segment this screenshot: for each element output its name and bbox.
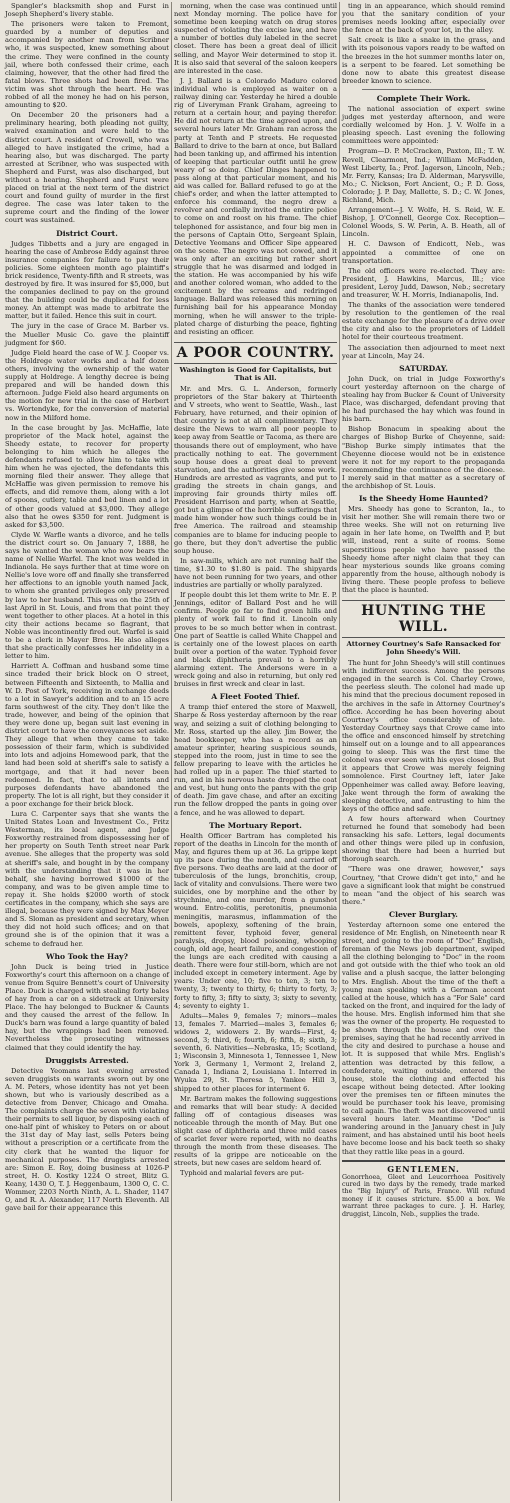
paragraph: A tramp thief entered the store of Maxwell, Sharpe & Ross yesterday afternoon by the rear way, and seizing a suit of clothing belonging to Mr. Ross, started up the alley. Jim Bower, the head bookkeeper, who has a record as an amateur sprinter, hearing suspicious sounds, stepped into the room, just in time to see the fellow preparing to leave with the articles he had rolled up in a paper. The thief started to run, and in his nervous haste dropped the coat and vest, but hung onto the pants with the grip of death. Jim gave chase, and after an exciting run the fellow dropped the pants in going over a fence, and he was allowed to depart. <box>174 703 337 817</box>
paragraph: morning, when the case was continued until next Monday morning. The police have for sometime been keeping watch on drug stores suspected of violating the excise law, and have a number of bottles duly labeled in the secret closet. There has been a great deal of illicit selling, and Mayor Weir determined to stop it. It is also said that several of the saloon keepers are interested in the case. <box>174 2 337 75</box>
paragraph: Yesterday afternoon some one entered the residence of Mr. English, on Nineteenth near R street, and going to the room of "Doc" English, foreman of the News job department, swiped all the clothing belonging to "Doc" in the room and got outside with the thief who took an old valise and a plush sacque, the latter belonging to Mrs. English. About the time of the theft a young man speaking with a German accent called at the house, which has a "For Sale" card tacked on the front, and inquired for the lady of the house. Mrs. English informed him that she was the owner of the property. He requested to be shown through the house and over the premises, saying that he had recently arrived in the city and desired to purchase a house and lot. It is supposed that while Mrs. English's attention was detracted by this fellow, a confederate, waiting outside, entered the house, stole the clothing and effected his escape without being detected. After looking over the premises ten or fifteen minutes the would be purchaser took his leave, promising to call again. The theft was not discovered until several hours later. Meantime "Doc" is wandering around in the January chest in July raiment, and has abstained until his boot heels have become loose and his back teeth so shaky that they rattle like peas in a gourd. <box>342 920 505 1156</box>
paragraph: In saw-mills, which are not running half the time, $1.30 to $1.80 is paid. The shipyards have not been running for two years, and other industries are partially or wholly paralyzed. <box>174 556 337 590</box>
paragraph: Program—D. P. McCracken, Paxton, Ill.; T. W. Revell, Clearmont, Ind.; William McFadden, West Liberty, Ia.; Prof. Jagerson, Lincoln, Neb.; Mr. Ferry, Kansas; Ira D. Alderman, Marysville, Mo.; C. Nickson, Fort Ancient, O.; P. D. Goss, Colorado; J. P. Day, Mallette, S. D.; C. W. Jones, Richland, Mich. <box>342 147 505 204</box>
paragraph: John Duck is being tried in Justice Foxworthy's court this afternoon on a change of venue from Squire Bennett's court of University Place. Duck is charged with stealing forty bales of hay from a car on a sidetrack at University Place. The hay belonged to Buckner & Caunts and they caused the arrest of the fellow. In Duck's barn was found a large quantity of baled hay, but the wrappings had been removed. Nevertheless the prosecuting witnesses claimed that they could identify the hay. <box>5 962 169 1052</box>
subheadline: Attorney Courtney's Safe Ransacked for John Sheedy's Will. <box>346 640 501 657</box>
paragraph: The thanks of the association were tendered by resolution to the gentlemen of the real estate exchange for the pleasure of a drive over the city and also to the proprietors of Liddell hotel for their courteous treatment. <box>342 301 505 342</box>
paragraph: ting in an appearance, which should remind you that the sanitary condition of your premises needs looking after, especially over the fence at the back of your lot, in the alley. <box>342 2 505 35</box>
paragraph: Adults—Males 9, females 7; minors—males 13, females 7. Married—males 3, females 6; widows 2, widowers 2. By wards—First, 4; second, 3; third, 6; fourth, 6; fifth, 8; sixth, 3; seventh, 6. Nativities—Nebraska, 15; Scotland, 1; Wisconsin 3, Minnesota 1, Tennessee 1, New York 3, Germany 1, Vermont 2, Ireland 2, Canada 1, Indiana 2, Louisiana 1. Interred in Wyuka 29, St. Theresa 5, Yankee Hill 3, shipped to other places for interment 6. <box>174 1011 337 1093</box>
paragraph: On December 20 the prisoners had a preliminary hearing, both pleading not guilty, waived examination and were held to the district court. A resident of Crowell, who was alleged to have instigated the crime, had a hearing also, but was discharged. The party arrested at Scribner, who was suspected with Shepherd and Furst, was also discharged, but without a hearing. Shepherd and Furst were placed on trial at the next term of the district court and found guilty of murder in the first degree. The case was later taken to the supreme court and the finding of the lower court was sustained. <box>5 111 169 225</box>
paragraph: The prisoners were taken to Fremont, guarded by a number of deputies and accompanied by another man from Scribner who, it was suspected, knew something about the crime. They were confined in the county jail, where both confessed their crime, each claiming, however, that the other had fired the fatal blows. Three shots had been fired. The victim was shot through the heart. He was robbed of all the money he had on his person, amounting to $20. <box>5 20 169 110</box>
paragraph: Detective Yeomans last evening arrested seven druggists on warrants sworn out by one A. M. Peters, whose identity has not yet been shown, but who is variously described as a detective from Denver, Chicago and Omaha. The complaints charge the seven with violating their permits to sell liquor, by disposing each of one-half pint of whiskey to Peters on or about the 31st day of May last, sells Peters being without a prescription or a certificate from the city clerk that he wanted the liquor for mechanical purposes. The druggists arrested are: Simon E. Roy, doing business at 1026-P street, H. O. Kostky 1224 O street, Blitz G. Keany, 1430 O, T. J. Heggenbaum, 1300 O, C. C. Wommer, 2203 North Ninth, A. L. Shader, 1147 O, and R. A. Alexander, 117 North Eleventh. All gave bail for their appearance this <box>5 1066 169 1213</box>
paragraph: "There was one drawer, however," says Courtney, "that Crowe didn't get into," and he gave a significant look that might be construed to mean "and the object of his search was there." <box>342 865 505 906</box>
paragraph: Bishop Bonacum in speaking about the charges of Bishop Burke of Cheyenne, said: "Bishop Burke simply intimates that the Cheyenne diocese would not be in existence were it not for my report to the propaganda recommending the continuance of the diocese. I merely said in that matter as a secretary of the archbishop of St. Louis. <box>342 425 505 490</box>
paragraph: Salt creek is like a snake in the grass, and with its poisonous vapors ready to be wafted on the breezes in the hot summer months later on, is a serpent to be feared. Let something be done now to abate this greatest disease breeder known to science. <box>342 36 505 85</box>
advertisement <box>342 1160 505 1218</box>
headline-clever-burglary: Clever Burglary. <box>389 909 458 919</box>
paragraph: John Duck, on trial in Judge Foxworthy's court yesterday afternoon on the charge of stealing hay from Bucker & Count of University Place, was discharged, defendant proving that he had purchased the hay which was found in his barn. <box>342 374 505 424</box>
paragraph: In the case brought by Jas. McHaffie, late proprietor of the Mack hotel, against the Sheedy estate, to recover for property belonging to him which he alleges the defendants refused to allow him to take with him when he was ejected, the defendants this morning filed their answer. They allege that McHaffie was given permission to remove his effects, and did remove them, along with a lot of spoons, cutlery, table and bed linen and a lot of other goods valued at $3,000. They allege also that he owes $350 for rent. Judgment is asked for $3,500. <box>5 423 169 529</box>
paragraph: Mr. and Mrs. G. L. Anderson, formerly proprietors of the Star bakery at Thirteenth and V streets, who went to Seattle, Wash., last February, have returned, and their opinion of that country is not at all complimentary. They desire the News to warn all poor people to keep away from Seattle or Tacoma, as there are thousands there out of employment, who have practically nothing to eat. The government soup house does a great deal to prevent starvation, and the authorities give some work. Hundreds are arrested as vagrants, and put to grading the streets in chain gangs, and improving fair grounds thirty miles off. President Harrison and party, when at Seattle, got but a glimpse of the horrible sufferings that made him wonder how such things could be in free America. The railroad and steamship companies are to blame for inducing people to go there, but they don't advertise the public soup house. <box>174 384 337 555</box>
paragraph: Harriett A. Coffman and husband some time since traded their brick block on O street, between Fifteenth and Sixteenth, to Mallia and W. D. Post of York, receiving in exchange deeds to a lot in Sawyer's addition and to an 15 acre farm southwest of the city. They don't like the trade, however, and being of the opinion that they were done up, began suit last evening in district court to have the conveyances set aside. They allege that when they came to take possession of their farm, which is subdivided into lots and adjoins Homewood park, that the land had been sold at sheriff's sale to satisfy a mortgage, and that it had never been redeemed. In fact, that to all intents and purposes defendants have abandoned the property. The lot is all right, but they consider it a poor exchange for their brick block. <box>5 662 169 808</box>
paragraph: Mrs. Sheedy has gone to Scranton, Ia., to visit her mother. She will remain there two or three weeks. She will not on returning live again in her late home, on Twelfth and P, but will, instead, rent a suite of rooms. Some superstitious people who have passed the Sheedy home after night claim that they can hear mysterious sounds like groans coming apparently from the house, although nobody is living there. These people profess to believe that the place is haunted. <box>342 505 505 594</box>
advertisement-title: GENTLEMEN. <box>387 1163 460 1174</box>
paragraph: Clyde W. Warfle wants a divorce, and he tells the district court so. On January 7, 1888, he says he wanted the woman who now bears the name of Nellie Warfel. The knot was welded in Indianola. He says further that at time wore on Nellie's love wore off and finally she transferred her affections to an ignoble youth named Jack, to whom she granted privileges only preserved by law to her husband. This was on the 25th of last April in St. Louis, and from that point they went together to other places. At a hotel in this city their actions became so flagrant, that Noble was incontinently fired out. Warfel is said to be a clerk in Mayer Bros. He also alleges that she practically confesses her infidelity in a letter to him. <box>5 530 169 661</box>
headline-sheedy-home-haunted: Is the Sheedy Home Haunted? <box>359 494 488 504</box>
advertisement-text: Gonorrhoea, Gleet and Leucorrhoea Positively cured in two days by the remedy, trade marked the "Big Injury" of Paris, France. Will refund money if it causes stricture. $5.00 a box. We warrant three packages to cure. J. H. Harley, druggist, Lincoln, Neb., supplies the trade. <box>342 1173 505 1218</box>
headline-saturday: SATURDAY. <box>399 363 448 373</box>
paragraph: The association then adjourned to meet next year at Lincoln, May 24. <box>342 343 505 360</box>
paragraph: Judge Field heard the case of W. J. Cooper vs. the Holdrege water works and a half dozen others, involving the ownership of the water supply at Holdrege. A lengthy decree is being prepared and will be handed down this afternoon. Judge Field also heard arguments on the motion for new trial in the case of Herbert vs. Wortendyke, for the conversion of material now in the Milford home. <box>5 348 169 422</box>
paragraph: H. C. Dawson of Endicott, Neb., was appointed a committee of one on transportation. <box>342 240 505 265</box>
column-3 <box>339 2 507 1501</box>
headline-hunting-the-will: HUNTING THE WILL. <box>342 600 505 638</box>
paragraph: The national association of expert swine judges met yesterday afternoon, and were cordially welcomed by Hon. J. V. Wolfe in a pleasing speech. Last evening the following committees were appointed: <box>342 104 505 146</box>
paragraph: If people doubt this let them write to Mr. E. P. Jennings, editor of Ballard Post and he will confirm. People go far to find green hills and plenty of work fail to find it. Lincoln only proves to be so much better when in contrast. One part of Seattle is called White Chappel and is certainly one of the lowest places on earth built over a portion of the water. Typhoid fever and black diphtheria prevail to a horribly alarming extent. The Andersons were in a wreck going and also in returning, but only red bruises in first wreck and clear in last. <box>174 591 337 689</box>
paragraph: Arrangement—J. V. Wolfe, H. S. Reid, W. E. Bishop, J. O'Connell, George Cox. Reception—Colonel Woods, S. W. Perin, A. B. Heath, all of Lincoln. <box>342 206 505 239</box>
column-1 <box>3 2 171 1501</box>
paragraph: Lura C. Carpenter says that she wants the United States Loan and Investment Co., Fritz Westerman, its local agent, and Judge Foxworthy restrained from dispossessing her of her property on South Tenth street near Park avenue. She alleges that the property was sold at sheriff's sale, and bought in by the company with the understanding that it was in her behalf, she having borrowed $1000 of the company, and was to be given ample time to repay it. She holds $2000 worth of stock certificates in the company, which she says are illegal, because they were signed by Max Meyer and S. Sloman as president and secretary, when they did not hold such offices; and on that ground she is of the opinion that it was a scheme to defraud her. <box>5 810 169 948</box>
paragraph: Judges Tibbetts and a jury are engaged in hearing the case of Ambrose Eddy against three insurance companies for failure to pay their policies. Some eighteen month ago plaintiff's brick residence, Twenty-fifth and R streets, was destroyed by fire. It was insured for $5,000, but the companies declined to pay on the ground that the building could be duplicated for less money. An attempt was made to arbitrate the matter, but it failed. Hence this suit in court. <box>5 239 169 321</box>
headline-mortuary-report: The Mortuary Report. <box>209 820 302 830</box>
headline-druggists-arrested: Druggists Arrested. <box>45 1055 129 1065</box>
paragraph: The hunt for John Sheedy's will still continues with indifferent success. Among the persons engaged in the search is Col. Charley Crowe, the peerless sleuth. The colonel had made up his mind that the precious document reposed in the archives in the safe in Attorney Courtney's office. According he has been hovering about Courtney's office considerably of late. Yesterday Courtney says that Crowe came into the office and ensconced himself by stretching himself out on a lounge and to all appearances going to sleep. This was the first time the colonel was ever seen with his eyes closed. But it appears that Crowe was merely feigning somnolence. First Courtney left, later Jake Oppenheimer was called away. Before leaving, Jake went through the form of awaking the sleeping detective, and entrusting to him the keys of the office and safe. <box>342 659 505 813</box>
divider <box>362 89 485 90</box>
column-2 <box>171 2 339 1501</box>
paragraph: The old officers were re-elected. They are: President, J. Hawkins, Marcus, Ill.; vice president, Leroy Judd, Dawson, Neb.; secretary and treasurer, W. H. Morris, Indianapolis, Ind. <box>342 266 505 299</box>
headline-fleet-footed-thief: A Fleet Footed Thief. <box>211 692 300 702</box>
paragraph: Health Officer Bartram has completed his report of the deaths in Lincoln for the month of May, and figures them up at 36. La grippe kept up its pace during the month, and carried off five persons. Two deaths are laid at the door of tuberculosis of the lungs, bronchitis, croup, lack of vitality and convulsions. There were two suicides, one by morphine and the other by strychnine, and one murder, from a gunshot wound. Entro-colitis, peretonitis, pneumonia meningitis, marasmus, inflammation of the bowels, apoplexy, softening of the brain, remittent fever, typhoid fever, general paralysis, dropsy, blood poisoning, whooping cough, old age, heart failure, and congestion of the lungs are each credited with causing a death. There were four still-born, which are not included except in cemetery interment. Age by years: Under one, 10; five to ten, 3; ten to twenty, 3; twenty to thirty, 6; thirty to forty, 3; forty to fifty, 3; fifty to sixty, 3; sixty to seventy, 4; seventy to eighty 1. <box>174 831 337 1010</box>
headline-a-poor-country: A POOR COUNTRY. <box>174 342 337 364</box>
paragraph: Spangler's blacksmith shop and Furst in Joseph Shepherd's livery stable. <box>5 2 169 19</box>
paragraph: A few hours afterward when Courtney returned he found that somebody had been ransacking his safe. Letters, legal documents and other things were piled up in confusion, showing that there had been a hurried but thorough search. <box>342 814 505 864</box>
paragraph: Mr. Bartram makes the following suggestions and remarks that will bear study: A decided falling off of contagious diseases was noticeable through the month of May. But one slight case of diphtheria and three mild cases of scarlet fever were reported, with no deaths through the month from these diseases. The results of la grippe are noticeable on the streets, but new cases are seldom heard of. <box>174 1094 337 1168</box>
paragraph: Typhoid and malarial fevers are put- <box>180 1169 304 1178</box>
subheadline: Washington is Good for Capitalists, but That is All. <box>179 365 332 382</box>
headline-who-took-the-hay: Who Took the Hay? <box>45 951 129 961</box>
headline-district-court: District Court. <box>56 228 118 238</box>
paragraph: The jury in the case of Grace M. Barber vs. the Mueller Music Co. gave the plaintiff judgment for $60. <box>5 322 169 347</box>
paragraph: J. J. Ballard is a Colorado Maduro colored individual who is employed as waiter on a railway dining car. Yesterday he hired a double rig of Liveryman Frank Graham, agreeing to return at a certain hour, and paying therefor. He did not return at the time agreed upon, and several hours later Mr. Graham ran across the party at Tenth and P streets. He requested Ballard to drive to the barn at once, but Ballard had been tanking up, and affirmed his intention of keeping that particular outfit until he grew weary of so doing. Chief Dinges happened to pass along at that particular moment, and his aid was called for. Ballard refused to go at the chief's order, and when the latter attempted to enforce his command, the negro drew a revolver and cordially invited the entire police to come on and roost on his frame. The chief telephoned for assistance, and four big men in the persons of Captain Otto, Sergeant Splain, Detective Yeomans and Officer Sipe appeared on the scene. The negro was not cowed, and it was only after an exciting but rather short struggle that he was disarmed and lodged in the station. He was accompanied by his wife and another colored woman, who added to the excitement by the screams and redringed language. Ballard was released this morning on furnishing bail for his appearance Monday morning, when he will answer to the triple-plated charge of disturbing the peace, fighting and resisting an officer. <box>174 76 337 336</box>
headline-complete-their-work: Complete Their Work. <box>376 93 471 103</box>
